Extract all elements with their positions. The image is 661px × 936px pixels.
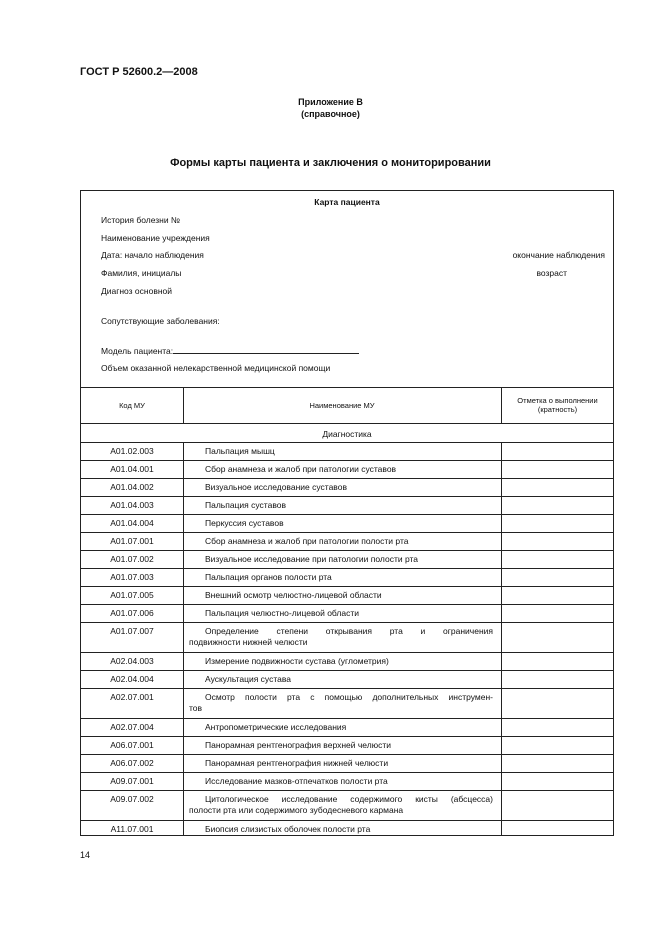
table-row	[81, 514, 613, 532]
row-name-line1: Пальпация челюстно-лицевой области	[205, 608, 359, 618]
row-name	[183, 464, 501, 475]
field-diagnosis: Диагноз основной	[101, 286, 173, 296]
row-name-line1: Пальпация мышц	[205, 446, 275, 456]
row-code: A09.07.001	[110, 776, 154, 786]
row-name	[183, 626, 501, 648]
table-row	[81, 478, 613, 496]
row-name	[183, 608, 501, 619]
row-code: A01.07.007	[110, 626, 154, 636]
table-row	[81, 754, 613, 772]
row-name	[183, 722, 501, 733]
row-name	[183, 692, 501, 714]
table-row	[81, 532, 613, 550]
row-name	[183, 536, 501, 547]
row-code: A02.07.001	[110, 692, 154, 702]
row-name-line1: Панорамная рентгенография верхней челюсти	[205, 740, 391, 750]
row-name-line1: Сбор анамнеза и жалоб при патологии суставов	[205, 464, 397, 474]
row-name-line2: подвижности нижней челюсти	[189, 637, 308, 647]
row-name-line1: Измерение подвижности сустава (углометрия)	[205, 656, 389, 666]
col-header-code: Код МУ	[119, 400, 145, 410]
row-name	[183, 590, 501, 601]
table-row	[81, 550, 613, 568]
row-code: A01.07.001	[110, 536, 154, 546]
row-name-line1: Визуальное исследование при патологии полости рта	[205, 554, 419, 564]
appendix-note: (справочное)	[301, 109, 360, 119]
row-code: A01.04.004	[110, 518, 154, 528]
model-underline	[173, 345, 359, 354]
table-row	[81, 496, 613, 514]
document-id: ГОСТ Р 52600.2—2008	[80, 66, 198, 78]
field-date-start: Дата: начало наблюдения	[101, 250, 204, 260]
table-header-rule	[81, 423, 613, 424]
table-row	[81, 652, 613, 670]
row-name-line1: Визуальное исследование суставов	[205, 482, 347, 492]
row-name	[183, 656, 501, 667]
appendix-title: Приложение В	[298, 97, 363, 107]
row-name-line1: Панорамная рентгенография нижней челюсти	[205, 758, 389, 768]
row-name-line1: Пальпация органов полости рта	[205, 572, 332, 582]
row-name	[183, 572, 501, 583]
field-age: возраст	[536, 268, 567, 278]
row-name	[183, 758, 501, 769]
row-code: A01.07.005	[110, 590, 154, 600]
row-name-line1: Определение степени открывания рта и ограничения	[205, 626, 493, 636]
row-name	[183, 824, 501, 835]
row-name-line2: полости рта или содержимого зубодесневого кармана	[189, 805, 404, 815]
row-name	[183, 518, 501, 529]
col-header-mark: Отметка о выполнении (кратность)	[517, 396, 598, 414]
table-row	[81, 718, 613, 736]
field-date-end: окончание наблюдения	[512, 250, 605, 260]
row-code: A01.02.003	[110, 446, 154, 456]
table-row	[81, 688, 613, 718]
row-name-line1: Пальпация суставов	[205, 500, 286, 510]
field-name: Фамилия, инициалы	[101, 268, 182, 278]
table-row	[81, 670, 613, 688]
col-header-name: Наименование МУ	[309, 400, 375, 410]
row-name	[183, 554, 501, 565]
table-row	[81, 736, 613, 754]
row-name	[183, 776, 501, 787]
field-volume: Объем оказанной нелекарственной медицинской помощи	[101, 363, 331, 373]
field-institution: Наименование учреждения	[101, 233, 210, 243]
table-row	[81, 586, 613, 604]
row-code: A01.04.001	[110, 464, 154, 474]
row-name	[183, 794, 501, 816]
section-diagnostics: Диагностика	[322, 429, 372, 439]
table-row	[81, 820, 613, 838]
row-code: A01.04.003	[110, 500, 154, 510]
row-name	[183, 482, 501, 493]
row-code: A01.04.002	[110, 482, 154, 492]
row-name	[183, 674, 501, 685]
row-name	[183, 500, 501, 511]
row-code: A02.04.004	[110, 674, 154, 684]
table-row	[81, 442, 613, 460]
table-row	[81, 622, 613, 652]
row-name-line1: Антропометрические исследования	[205, 722, 347, 732]
table-row	[81, 772, 613, 790]
table-row	[81, 604, 613, 622]
row-code: A01.07.002	[110, 554, 154, 564]
row-name-line1: Аускультация сустава	[205, 674, 292, 684]
row-code: A01.07.003	[110, 572, 154, 582]
row-code: A06.07.001	[110, 740, 154, 750]
row-code: A01.07.006	[110, 608, 154, 618]
field-history: История болезни №	[101, 215, 181, 225]
page-number: 14	[80, 850, 91, 860]
row-name-line1: Цитологическое исследование содержимого кисты (абсцесса)	[205, 794, 493, 804]
field-comorbid: Сопутствующие заболевания:	[101, 316, 220, 326]
row-code: A06.07.002	[110, 758, 154, 768]
row-name-line1: Сбор анамнеза и жалоб при патологии полости рта	[205, 536, 409, 546]
row-code: A02.07.004	[110, 722, 154, 732]
field-model	[101, 345, 359, 356]
row-name-line1: Биопсия слизистых оболочек полости рта	[205, 824, 371, 834]
row-code: A02.04.003	[110, 656, 154, 666]
table-row	[81, 568, 613, 586]
table-row	[81, 790, 613, 820]
field-model-label: Модель пациента:	[101, 346, 174, 356]
row-name-line1: Осмотр полости рта с помощью дополнительных инструмен-	[205, 692, 493, 702]
row-name	[183, 740, 501, 751]
row-name-line1: Исследование мазков-отпечатков полости рта	[205, 776, 388, 786]
table-row	[81, 460, 613, 478]
patient-card	[80, 190, 614, 836]
row-code: A11.07.001	[110, 824, 154, 834]
row-name-line1: Перкуссия суставов	[205, 518, 284, 528]
row-name-line2: тов	[189, 703, 203, 713]
form-title: Формы карты пациента и заключения о мониторировании	[170, 157, 491, 169]
card-title: Карта пациента	[314, 197, 380, 207]
row-name	[183, 446, 501, 457]
row-name-line1: Внешний осмотр челюстно-лицевой области	[205, 590, 382, 600]
row-code: A09.07.002	[110, 794, 154, 804]
